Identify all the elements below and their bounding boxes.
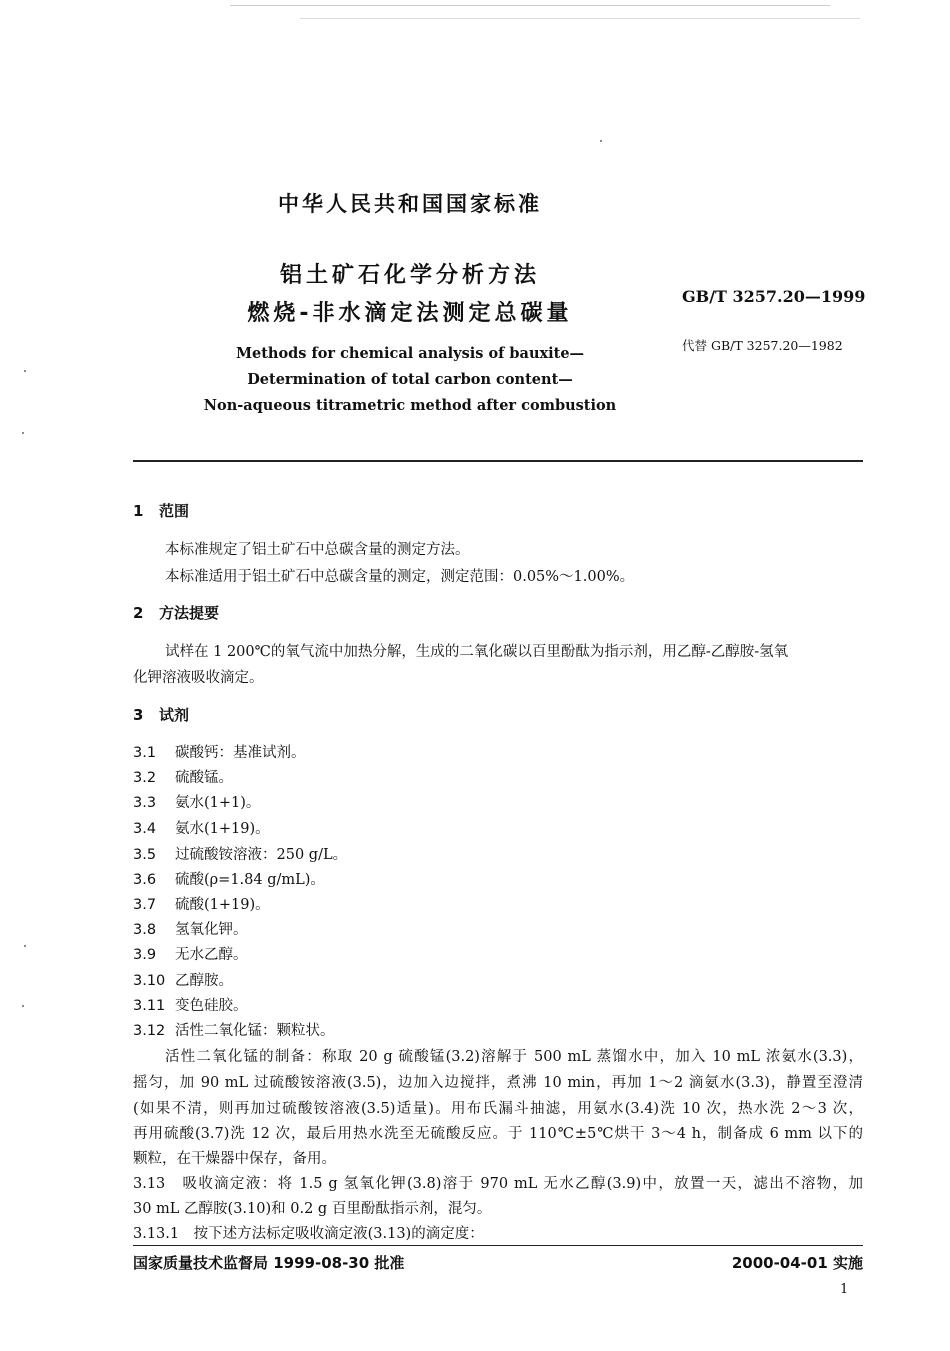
item-3-13-1: 3.13.1 按下述方法标定吸收滴定液(3.13)的滴定度： bbox=[133, 1226, 484, 1242]
scan-artifact-top-2 bbox=[300, 18, 860, 19]
reagent-text: 硫酸(1+19)。 bbox=[175, 897, 270, 913]
approval-note: 国家质量技术监督局 1999-08-30 批准 bbox=[133, 1254, 405, 1272]
document-title-en-line1: Methods for chemical analysis of bauxite— bbox=[235, 345, 585, 362]
document-title-zh-line1: 铝土矿石化学分析方法 bbox=[279, 263, 540, 288]
section-1-line: 本标准适用于铝土矿石中总碳含量的测定，测定范围：0.05%～1.00%。 bbox=[165, 569, 635, 585]
section-title: 范围 bbox=[159, 502, 190, 520]
reagent-text: 碳酸钙：基准试剂。 bbox=[175, 745, 306, 761]
reagent-text: 活性二氧化锰：颗粒状。 bbox=[175, 1023, 335, 1039]
section-3-heading bbox=[133, 704, 189, 725]
section-number: 2 bbox=[133, 604, 144, 622]
document-title-en-line3: Non-aqueous titrametric method after combustion bbox=[203, 397, 617, 414]
reagent-number: 3.4 bbox=[133, 821, 157, 837]
standard-number: GB/T 3257.20—1999 bbox=[682, 287, 866, 306]
section-2-line: 试样在 1 200℃的氧气流中加热分解，生成的二氧化碳以百里酚酞为指示剂，用乙醇-乙醇胺-氢氧 bbox=[165, 644, 789, 660]
reagent-item bbox=[133, 843, 347, 864]
reagent-item bbox=[133, 791, 260, 812]
section-number: 3 bbox=[133, 706, 144, 724]
reagent-number: 3.9 bbox=[133, 947, 157, 963]
section-title: 方法提要 bbox=[159, 604, 220, 622]
reagent-number: 3.11 bbox=[133, 998, 166, 1014]
item-3-13-line: 3.13 吸收滴定液：将 1.5 g 氢氧化钾(3.8)溶于 970 mL 无水乙醇(3.9)中，放置一天，滤出不溶物，加 bbox=[133, 1176, 863, 1192]
document-title-zh-line2: 燃烧-非水滴定法测定总碳量 bbox=[247, 301, 573, 326]
section-title: 试剂 bbox=[159, 706, 190, 724]
scan-speck bbox=[22, 1005, 24, 1007]
section-1-heading bbox=[133, 500, 189, 521]
mno2-prep-line: 颗粒，在干燥器中保存，备用。 bbox=[133, 1151, 336, 1167]
reagent-item bbox=[133, 969, 233, 990]
scan-artifact-top bbox=[230, 5, 830, 6]
reagent-text: 乙醇胺。 bbox=[175, 973, 233, 989]
reagent-text: 硫酸(ρ=1.84 g/mL)。 bbox=[175, 872, 325, 888]
page-number: 1 bbox=[840, 1282, 849, 1297]
reagent-item bbox=[133, 741, 306, 762]
reagent-text: 变色硅胶。 bbox=[175, 998, 248, 1014]
section-2-line: 化钾溶液吸收滴定。 bbox=[133, 670, 264, 686]
reagent-item bbox=[133, 817, 270, 838]
reagent-text: 氢氧化钾。 bbox=[175, 922, 248, 938]
item-3-13-line: 30 mL 乙醇胺(3.10)和 0.2 g 百里酚酞指示剂，混匀。 bbox=[133, 1201, 492, 1217]
scan-speck bbox=[24, 945, 26, 947]
reagent-item bbox=[133, 893, 270, 914]
mno2-prep-line: 摇匀，加 90 mL 过硫酸铵溶液(3.5)，边加入边搅拌，煮沸 10 min，再加 1～2 滴氨水(3.3)，静置至澄清 bbox=[133, 1075, 863, 1091]
reagent-item bbox=[133, 868, 325, 889]
reagent-number: 3.6 bbox=[133, 872, 157, 888]
mno2-prep-line: (如果不清，则再加过硫酸铵溶液(3.5)适量)。用布氏漏斗抽滤，用氨水(3.4)洗 10 次，热水洗 2～3 次， bbox=[133, 1101, 863, 1117]
reagent-text: 氨水(1+19)。 bbox=[175, 821, 270, 837]
scan-speck bbox=[600, 140, 602, 142]
reagent-number: 3.1 bbox=[133, 745, 157, 761]
reagent-number: 3.2 bbox=[133, 770, 157, 786]
reagent-number: 3.12 bbox=[133, 1023, 166, 1039]
replaces-standard: 代替 GB/T 3257.20—1982 bbox=[682, 338, 843, 353]
reagent-item bbox=[133, 1019, 335, 1040]
reagent-number: 3.5 bbox=[133, 847, 157, 863]
reagent-number: 3.7 bbox=[133, 897, 157, 913]
reagent-text: 氨水(1+1)。 bbox=[175, 795, 261, 811]
implementation-date: 2000-04-01 实施 bbox=[731, 1254, 863, 1272]
reagent-number: 3.8 bbox=[133, 922, 157, 938]
reagent-item bbox=[133, 994, 248, 1015]
reagent-text: 过硫酸铵溶液：250 g/L。 bbox=[175, 847, 348, 863]
footer-divider bbox=[133, 1245, 863, 1246]
mno2-prep-line: 活性二氧化锰的制备：称取 20 g 硫酸锰(3.2)溶解于 500 mL 蒸馏水中，加入 10 mL 浓氨水(3.3)， bbox=[165, 1049, 863, 1065]
mno2-prep-line: 再用硫酸(3.7)洗 12 次，最后用热水洗至无硫酸反应。于 110℃±5℃烘干 3～4 h，制备成 6 mm 以下的 bbox=[133, 1126, 863, 1142]
reagent-text: 硫酸锰。 bbox=[175, 770, 233, 786]
scan-speck bbox=[22, 432, 24, 434]
header-divider bbox=[133, 460, 863, 462]
reagent-item bbox=[133, 918, 248, 939]
section-1-line: 本标准规定了铝土矿石中总碳含量的测定方法。 bbox=[165, 542, 470, 558]
reagent-number: 3.3 bbox=[133, 795, 157, 811]
document-title-en-line2: Determination of total carbon content— bbox=[247, 371, 573, 388]
national-standard-title: 中华人民共和国国家标准 bbox=[278, 192, 542, 216]
reagent-number: 3.10 bbox=[133, 973, 166, 989]
reagent-text: 无水乙醇。 bbox=[175, 947, 248, 963]
section-number: 1 bbox=[133, 502, 144, 520]
section-2-heading bbox=[133, 602, 219, 623]
reagent-item bbox=[133, 766, 233, 787]
reagent-item bbox=[133, 943, 248, 964]
